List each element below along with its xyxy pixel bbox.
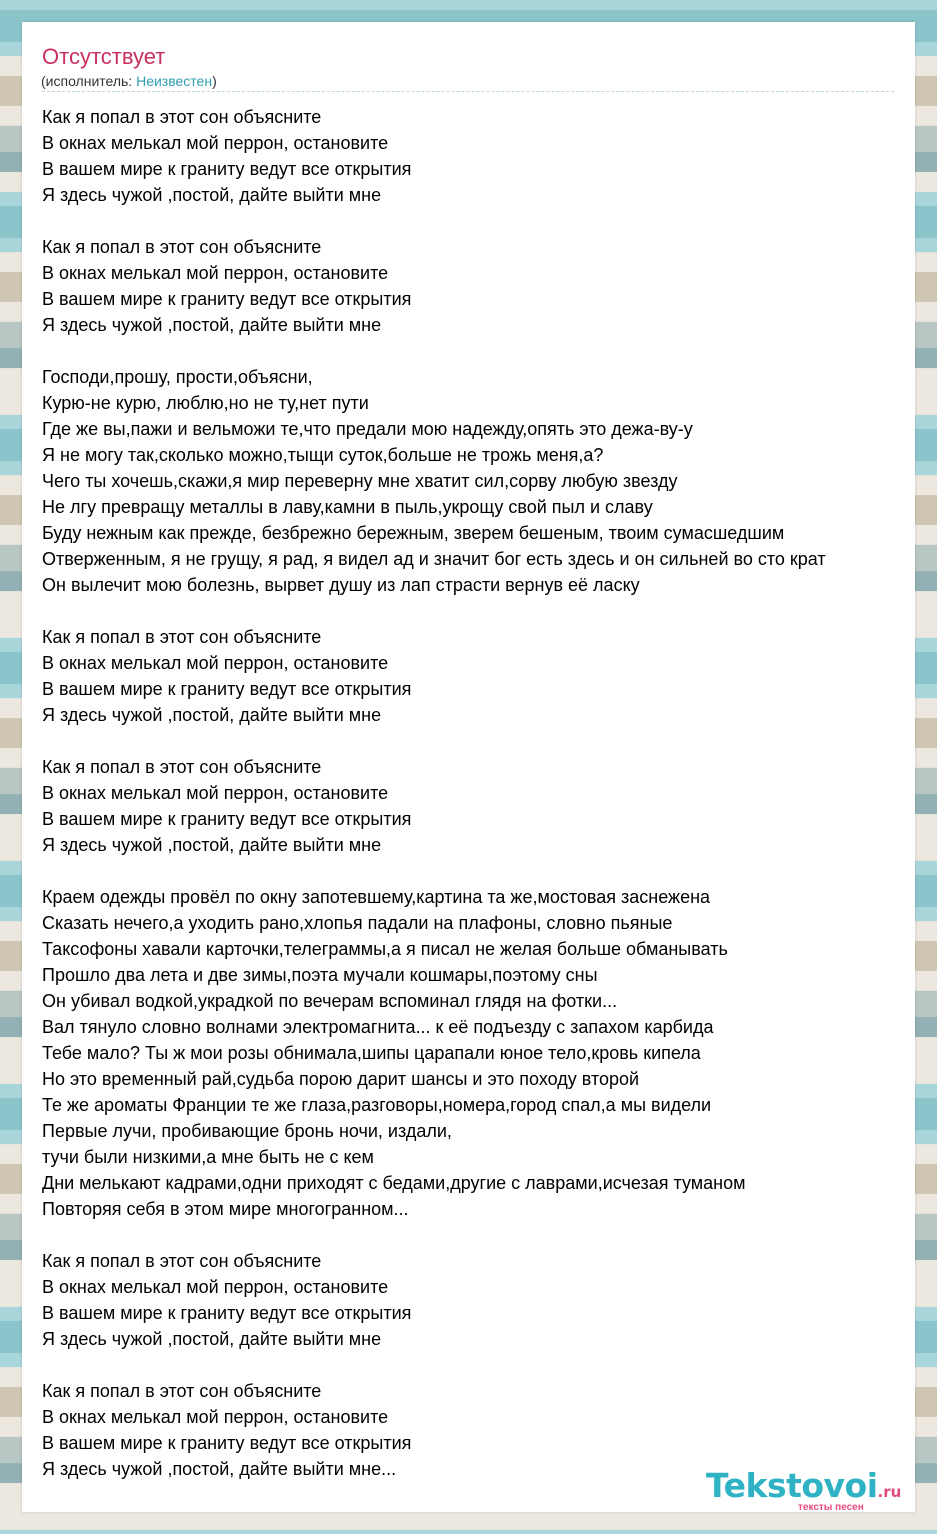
lyric-line: В окнах мелькал мой перрон, остановите bbox=[42, 263, 389, 283]
lyric-line: Он убивал водкой,украдкой по вечерам вспоминал глядя на фотки... bbox=[42, 991, 618, 1011]
lyric-line: Краем одежды провёл по окну запотевшему,картина та же,мостовая заснежена bbox=[42, 887, 711, 907]
stanza-break bbox=[42, 1352, 915, 1378]
lyric-line: Отверженным, я не грущу, я рад, я видел ад и значит бог есть здесь и он сильней во сто крат bbox=[42, 549, 826, 569]
lyric-line: Таксофоны хавали карточки,телеграммы,а я писал не желая больше обманывать bbox=[42, 939, 728, 959]
lyric-line: Я здесь чужой ,постой, дайте выйти мне bbox=[42, 1329, 382, 1349]
lyric-line: В окнах мелькал мой перрон, остановите bbox=[42, 1407, 389, 1427]
lyric-line: Как я попал в этот сон объясните bbox=[42, 757, 322, 777]
lyric-line: Господи,прошу, прости,объясни, bbox=[42, 367, 313, 387]
lyric-line: Я не могу так,сколько можно,тыщи суток,больше не трожь меня,а? bbox=[42, 445, 604, 465]
lyric-line: Вал тянуло словно волнами электромагнита... к её подъезду с запахом карбида bbox=[42, 1017, 714, 1037]
artist-link[interactable]: Неизвестен bbox=[136, 73, 213, 89]
lyric-line: Чего ты хочешь,скажи,я мир переверну мне хватит сил,сорву любую звезду bbox=[42, 471, 678, 491]
lyric-line: В вашем мире к граниту ведут все открытия bbox=[42, 809, 412, 829]
stanza-break bbox=[42, 728, 915, 754]
lyric-line: Где же вы,пажи и вельможи те,что предали мою надежду,опять это дежа-ву-у bbox=[42, 419, 693, 439]
lyric-line: Тебе мало? Ты ж мои розы обнимала,шипы царапали юное тело,кровь кипела bbox=[42, 1043, 701, 1063]
lyric-line: В вашем мире к граниту ведут все открытия bbox=[42, 1433, 412, 1453]
lyric-line: Как я попал в этот сон объясните bbox=[42, 1381, 322, 1401]
site-logo bbox=[706, 1466, 902, 1512]
lyric-line: В вашем мире к граниту ведут все открытия bbox=[42, 679, 412, 699]
lyric-line: Я здесь чужой ,постой, дайте выйти мне... bbox=[42, 1459, 397, 1479]
lyric-line: Как я попал в этот сон объясните bbox=[42, 237, 322, 257]
logo-tagline: тексты песен bbox=[798, 1502, 864, 1512]
lyric-line: Прошло два лета и две зимы,поэта мучали кошмары,поэтому сны bbox=[42, 965, 598, 985]
artist-suffix: ) bbox=[212, 73, 217, 89]
lyric-line: Как я попал в этот сон объясните bbox=[42, 1251, 322, 1271]
lyric-line: Я здесь чужой ,постой, дайте выйти мне bbox=[42, 185, 382, 205]
logo-tld: .ru bbox=[877, 1483, 902, 1501]
lyric-line: В окнах мелькал мой перрон, остановите bbox=[42, 133, 389, 153]
lyric-line: Как я попал в этот сон объясните bbox=[42, 627, 322, 647]
lyric-line: Те же ароматы Франции те же глаза,разговоры,номера,город спал,а мы видели bbox=[42, 1095, 712, 1115]
stanza-break bbox=[42, 338, 915, 364]
lyric-line: Не лгу превращу металлы в лаву,камни в пыль,укрощу свой пыл и славу bbox=[42, 497, 653, 517]
stanza-break bbox=[42, 1222, 915, 1248]
lyric-line: Курю-не курю, люблю,но не ту,нет пути bbox=[42, 393, 369, 413]
song-title: Отсутствует bbox=[42, 44, 166, 69]
stanza-break bbox=[42, 858, 915, 884]
lyric-line: В окнах мелькал мой перрон, остановите bbox=[42, 1277, 389, 1297]
lyric-line: тучи были низкими,а мне быть не с кем bbox=[42, 1147, 374, 1167]
logo-name: Tekstovoi bbox=[706, 1466, 878, 1505]
lyric-line: В вашем мире к граниту ведут все открытия bbox=[42, 289, 412, 309]
lyric-line: В окнах мелькал мой перрон, остановите bbox=[42, 783, 389, 803]
artist-line bbox=[41, 73, 217, 89]
lyric-line: В вашем мире к граниту ведут все открытия bbox=[42, 159, 412, 179]
lyric-line: Я здесь чужой ,постой, дайте выйти мне bbox=[42, 315, 382, 335]
lyric-line: Повторяя себя в этом мире многогранном... bbox=[42, 1199, 409, 1219]
lyric-line: Дни мелькают кадрами,одни приходят с бедами,другие с лаврами,исчезая туманом bbox=[42, 1173, 746, 1193]
stanza-break bbox=[42, 598, 915, 624]
lyric-line: Он вылечит мою болезнь, вырвет душу из лап страсти вернув её ласку bbox=[42, 575, 640, 595]
lyric-line: Сказать нечего,а уходить рано,хлопья падали на плафоны, словно пьяные bbox=[42, 913, 673, 933]
artist-prefix: (исполнитель: bbox=[41, 73, 137, 89]
lyric-line: Я здесь чужой ,постой, дайте выйти мне bbox=[42, 705, 382, 725]
lyric-line: Я здесь чужой ,постой, дайте выйти мне bbox=[42, 835, 382, 855]
lyric-line: Как я попал в этот сон объясните bbox=[42, 107, 322, 127]
lyric-line: В вашем мире к граниту ведут все открытия bbox=[42, 1303, 412, 1323]
lyric-line: Первые лучи, пробивающие бронь ночи, издали, bbox=[42, 1121, 452, 1141]
lyric-line: Буду нежным как прежде, безбрежно бережным, зверем бешеным, твоим сумасшедшим bbox=[42, 523, 785, 543]
stanza-break bbox=[42, 208, 915, 234]
title-divider bbox=[42, 91, 894, 92]
lyric-line: Но это временный рай,судьба порою дарит шансы и это походу второй bbox=[42, 1069, 640, 1089]
lyrics-card bbox=[22, 22, 915, 1512]
lyric-line: В окнах мелькал мой перрон, остановите bbox=[42, 653, 389, 673]
lyrics-text bbox=[42, 104, 915, 1482]
